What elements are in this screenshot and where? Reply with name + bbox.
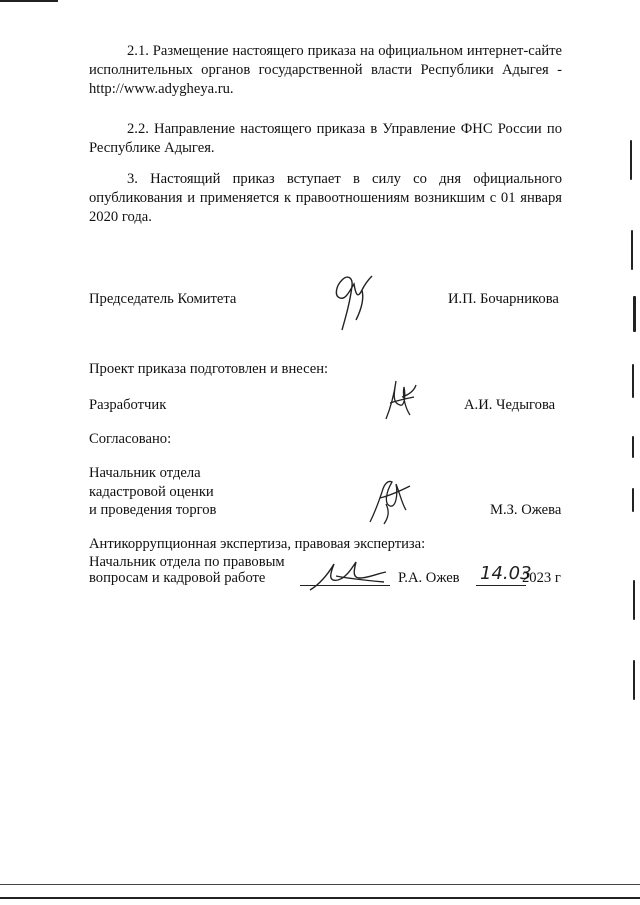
- head-legal-year: 2023 г: [522, 570, 561, 586]
- scan-mark: [630, 140, 632, 180]
- scan-mark: [632, 488, 634, 512]
- scan-bottom-line: [0, 897, 640, 899]
- developer-signature: [380, 375, 420, 423]
- paragraph-2-2: 2.2. Направление настоящего приказа в Управление ФНС России по Республике Адыгея.: [89, 121, 562, 156]
- head-cadastral-title-3: и проведения торгов: [89, 502, 217, 518]
- scan-mark: [632, 436, 634, 458]
- scan-mark: [631, 230, 633, 270]
- prepared-by-heading: Проект приказа подготовлен и внесен:: [89, 361, 329, 377]
- head-cadastral-title-1: Начальник отдела: [89, 465, 201, 481]
- paragraph-3: 3. Настоящий приказ вступает в силу со дня официального опубликования и применяется к правоотношениям возникшим с 01 января 2020 года.: [89, 171, 562, 225]
- head-legal-signature: [306, 556, 390, 594]
- head-cadastral-signature: [366, 474, 414, 526]
- developer-title: Разработчик: [89, 397, 167, 413]
- head-legal-title-1: Начальник отдела по правовым: [89, 554, 285, 570]
- head-cadastral-name: М.З. Ожева: [490, 502, 562, 518]
- chairman-title: Председатель Комитета: [89, 291, 237, 307]
- agreed-heading: Согласовано:: [89, 431, 172, 447]
- expertise-heading: Антикоррупционная экспертиза, правовая экспертиза:: [89, 536, 426, 552]
- paragraph-2-1: 2.1. Размещение настоящего приказа на официальном интернет-сайте исполнительных органов государственной власти Республики Адыгея - http://www.adygheya.ru.: [89, 43, 562, 97]
- scan-mark: [632, 364, 634, 398]
- head-legal-name: Р.А. Ожев: [398, 570, 460, 586]
- chairman-name: И.П. Бочарникова: [448, 291, 559, 307]
- head-legal-handwritten-date: 14.03: [480, 563, 532, 584]
- head-legal-title-2: вопросам и кадровой работе: [89, 570, 266, 586]
- developer-name: А.И. Чедыгова: [464, 397, 556, 413]
- scan-mark: [633, 580, 635, 620]
- scan-mark: [633, 660, 635, 700]
- head-cadastral-title-2: кадастровой оценки: [89, 484, 214, 500]
- scan-bottom-line: [0, 884, 640, 885]
- scan-edge-line: [0, 0, 58, 2]
- chairman-signature: [328, 268, 384, 334]
- scan-mark: [633, 296, 636, 332]
- date-underline: [476, 585, 526, 586]
